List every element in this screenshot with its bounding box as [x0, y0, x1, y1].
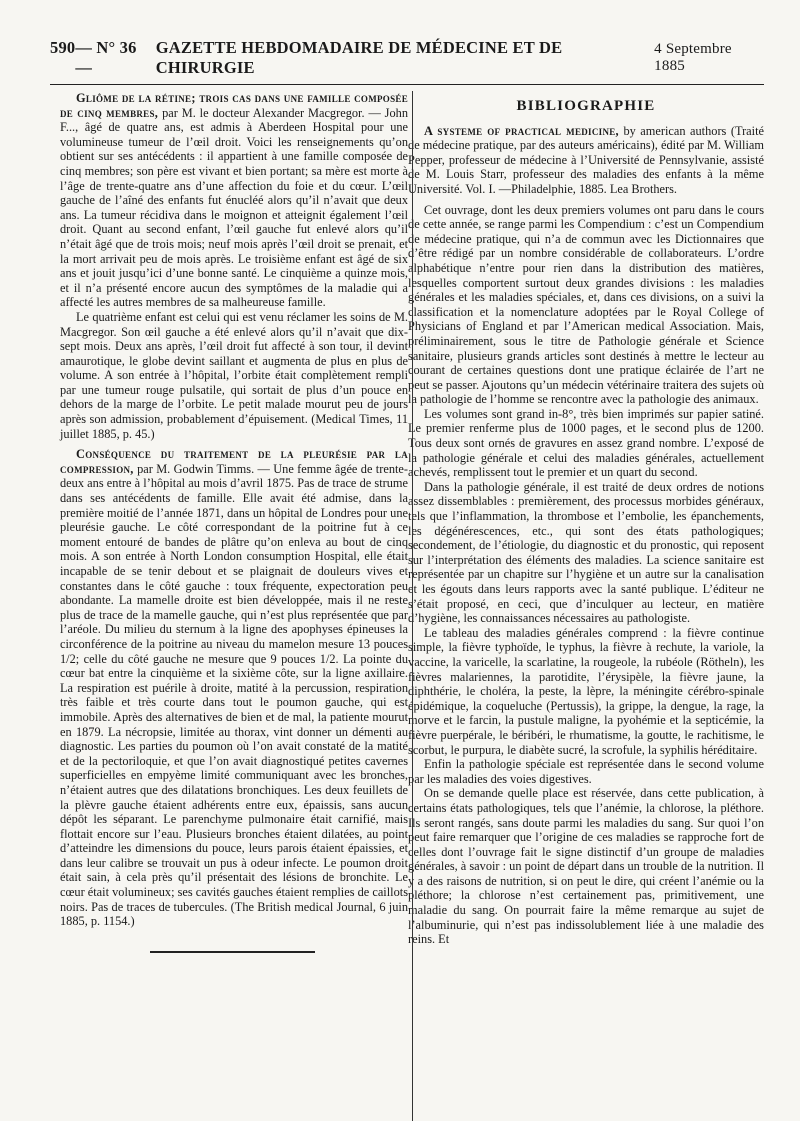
article-gliome: Gliôme de la rétine; trois cas dans une famille composée de cinq membres, par M. le docteur Alexander Macgregor. — John F..., âgé de quatre ans, est admis à Aberdeen Hospital pour une volumineuse tumeur de l’œil droit. Voici les renseignements qu’on obtient sur ses antécédents : il appartient à une famille composée de cinq membres; son père est vivant et bien portant; sa mère est morte à l’âge de trente-quatre ans d’une affection du foie et du cœur. L’œil gauche de l’aîné des enfants fut énucléé alors qu’il n’avait que deux ans. La tumeur récidiva dans le moignon et atteignit également l’œil droit. Quant au second enfant, l’œil gauche fut enlevé alors qu’il n’était âgé que de trois mois; neuf mois après l’œil droit se prenait, et la mort arrivait peu de mois après. Le troisième enfant est âgé de six ans et jouit jusqu’ici d’une bonne santé. Le cinquième a quinze mois, et il n’a présenté encore aucun des symptômes de la maladie qui a affecté les autres membres de sa malheureuse famille.: [60, 91, 409, 310]
page-header: [50, 38, 764, 85]
end-rule: [150, 951, 315, 953]
paragraph: Les volumes sont grand in-8°, très bien imprimés sur papier satiné. Le premier renferme plus de 1000 pages, et le second plus de 1200. Tous deux sont ornés de gravures en assez grand nombre. L’exposé de la pathologie générale et celui des maladies générales, actuellement achevés, remplissent tout le premier et un quart du second.: [408, 406, 764, 480]
article-title: Conséquence du traitement de la pleurésie par la compression,: [60, 447, 409, 476]
page-number: 590: [50, 38, 76, 57]
paragraph: Enfin la pathologie spéciale est représentée dans le second volume par les maladies des voies digestives.: [408, 757, 764, 786]
article-pleuresie: Conséquence du traitement de la pleurésie par la compression, par M. Godwin Timms. — Une femme âgée de trente-deux ans entre à l’hôpital au mois d’avril 1875. Pas de trace de strume dans ses antécédents de famille. Elle avait été admise, dans la première moitié de l’année 1871, dans un hôpital de Londres pour une pleurésie gauche. Le côté correspondant de la poitrine fut à ce moment entouré de bandes de plâtre qu’on enleva au bout de cinq mois. A son entrée à North London consumption Hospital, elle était incapable de se tenir debout et se plaignait de douleurs vives et constantes dans le côté gauche : toux fréquente, expectoration peu abondante. La mamelle droite est bien développée, mais il ne reste plus de trace de la mamelle gauche, qui n’est plus représentée que par l’aréole. Du milieu du sternum à la ligne des apophyses épineuses la circonférence de la poitrine au niveau du mamelon mesure 13 pouces 1/2; celle du côté gauche ne mesure que 9 pouces 1/2. La pointe du cœur bat entre la cinquième et la sixième côte, sur la ligne axillaire. La respiration est puérile à droite, matité à la percussion, respiration très faible et très courte dans tout le poumon gauche, qui est immobile. Après des alternatives de bien et de mal, la patiente mourut en 1879. La nécropsie, limitée au thorax, vint donner un démenti au diagnostic. Les parties du poumon où l’on avait constaté de la matité et de la pectoriloquie, et que l’on avait diagnostiqué petites cavernes superficielles en empyème limité communiquant avec les bronches, n’étaient autres que des dilatations bronchiques. Les deux feuillets de la plèvre gauche étaient adhérents entre eux, épaissis, sans aucun dépôt les séparant. Le parenchyme pulmonaire était carnifié, mais flottait encore sur l’eau. Plusieurs bronches étaient dilatées, au point d’atteindre les dimensions du pouce, leurs parois étaient épaissies, et dans leur calibre se trouvait un pus à odeur infecte. Le poumon droit était sain, à cela près qu’il présentait des lésions de bronchite. Le cœur était volumineux; ses cavités gauches étaient remplies de caillots noirs. Pas de traces de tubercules. (The British medical Journal, 6 juin 1885, p. 1154.): [60, 447, 409, 929]
article-title: Gliôme de la rétine; trois cas dans une famille composée de cinq membres,: [60, 91, 409, 120]
issue-date: 4 Septembre 1885: [654, 41, 732, 74]
paragraph: Le quatrième enfant est celui qui est venu réclamer les soins de M. Macgregor. Son œil gauche a été enlevé alors qu’il n’avait que dix-sept mois. Deux ans après, l’œil droit fut affecté à son tour, il devint amaurotique, le globe devint saillant et augmenta de plus en plus de volume. A son entrée à l’hôpital, l’orbite était complètement rempli par une tumeur rouge pulsatile, qui sortait de plus d’un pouce en dehors de la marge de l’orbite. Le petit malade mourut peu de jours après son admission, probablement d’épuisement. (Medical Times, 11 juillet 1885, p. 45.): [60, 309, 409, 441]
book-reference: A systeme of practical medicine, by american authors (Traité de médecine pratique, par des auteurs américains), édité par M. William Pepper, professeur de médecine à l’Université de Pennsylvanie, assisté de M. Louis Starr, professeur des maladies des enfants à la même Université. Vol. I. —Philadelphie, 1885. Lea Brothers.: [408, 123, 765, 196]
paragraph: Dans la pathologie générale, il est traité de deux ordres de notions assez dissemblables : premièrement, des processus morbides généraux, tels que l’inflammation, la thrombose et l’embolie, les épanchements, les dégénérescences, etc., qui sont des états pathologiques; secondement, de l’étiologie, du diagnostic et du pronostic, qui reposent sur l’interprétation des éléments des maladies. La science sanitaire est représentée par un chapitre sur l’hygiène et un autre sur la canalisation et les égouts dans leurs rapports avec la santé publique. L’éditeur ne s’était proposé, en ceci, que d’inculquer au lecteur, en matière d’hygiène, les connaissances nécessaires au pathologiste.: [408, 479, 764, 626]
issue-number: — N° 36 —: [75, 38, 137, 77]
left-column: [50, 91, 408, 953]
paragraph: Le tableau des maladies générales comprend : la fièvre continue simple, la fièvre typhoïde, le typhus, la fièvre à rechute, la variole, la vaccine, la varicelle, la scarlatine, la rougeole, la rubéole (Rötheln), les fièvres malariennes, la parotidite, l’érysipèle, la fièvre jaune, la diphthérie, le choléra, la peste, la lèpre, la méningite cérébro-spinale épidémique, la coqueluche (Pertussis), la grippe, la dengue, la rage, la morve et le farcin, la pustule maligne, la pyohémie et la septicémie, la fièvre puerpérale, le béribéri, le rhumatisme, la goutte, le rachitisme, le scorbut, le purpura, le diabète sucré, la scrofule, la syphilis héréditaire.: [408, 625, 764, 757]
section-title: BIBLIOGRAPHIE: [516, 98, 656, 114]
book-title: A systeme of practical medicine,: [424, 123, 619, 138]
two-column-body: [50, 91, 764, 953]
column-divider: [412, 91, 413, 1121]
journal-title: GAZETTE HEBDOMADAIRE DE MÉDECINE ET DE CHIRURGIE: [155, 38, 563, 77]
paragraph: Cet ouvrage, dont les deux premiers volumes ont paru dans le cours de cette année, se range parmi les Compendium : c’est un Compendium de médecine pratique, qui n’a de commun avec les Dictionnaires que d’être rédigé par un nombre considérable de collaborateurs. L’ordre alphabétique n’entre pour rien dans la distribution des matières, lesquelles comportent surtout deux grandes divisions : les maladies générales et les maladies spéciales, et, dans ces divisions, on a suivi la classification et la nomenclature adoptées par le Royal College of Physicians of England et par l’American medical Association. Mais, préliminairement, sous le titre de Pathologie générale et Science sanitaire, plusieurs grands articles sont destinés à mettre le lecteur au courant de certaines questions dont une pratique éclairée de l’art ne peut se passer. Ajoutons qu’un médecin vétérinaire traitera des sujets où la pathologie de l’homme se rencontre avec la pathologie des animaux.: [408, 202, 764, 407]
right-column: [408, 91, 764, 953]
paragraph: On se demande quelle place est réservée, dans cette publication, à certains états pathologiques, tels que l’anémie, la chlorose, la pléthore. Ils seront rangés, sans doute parmi les maladies du sang. Sur quoi l’on peut faire remarquer que l’origine de ces maladies se rapproche fort de celles dont l’ouvrage fait le signe distinctif d’un groupe de maladies générales, à savoir : un point de départ dans un trouble de la nutrition. Il y a des raisons de nutrition, si on peut le dire, qui créent l’anémie ou la pléthore; la chlorose n’est certainement pas, primitivement, une maladie du sang. On pourrait faire la même remarque au sujet de l’albuminurie, qui n’est pas indissolublement liée à une maladie des reins. Et: [408, 786, 764, 947]
